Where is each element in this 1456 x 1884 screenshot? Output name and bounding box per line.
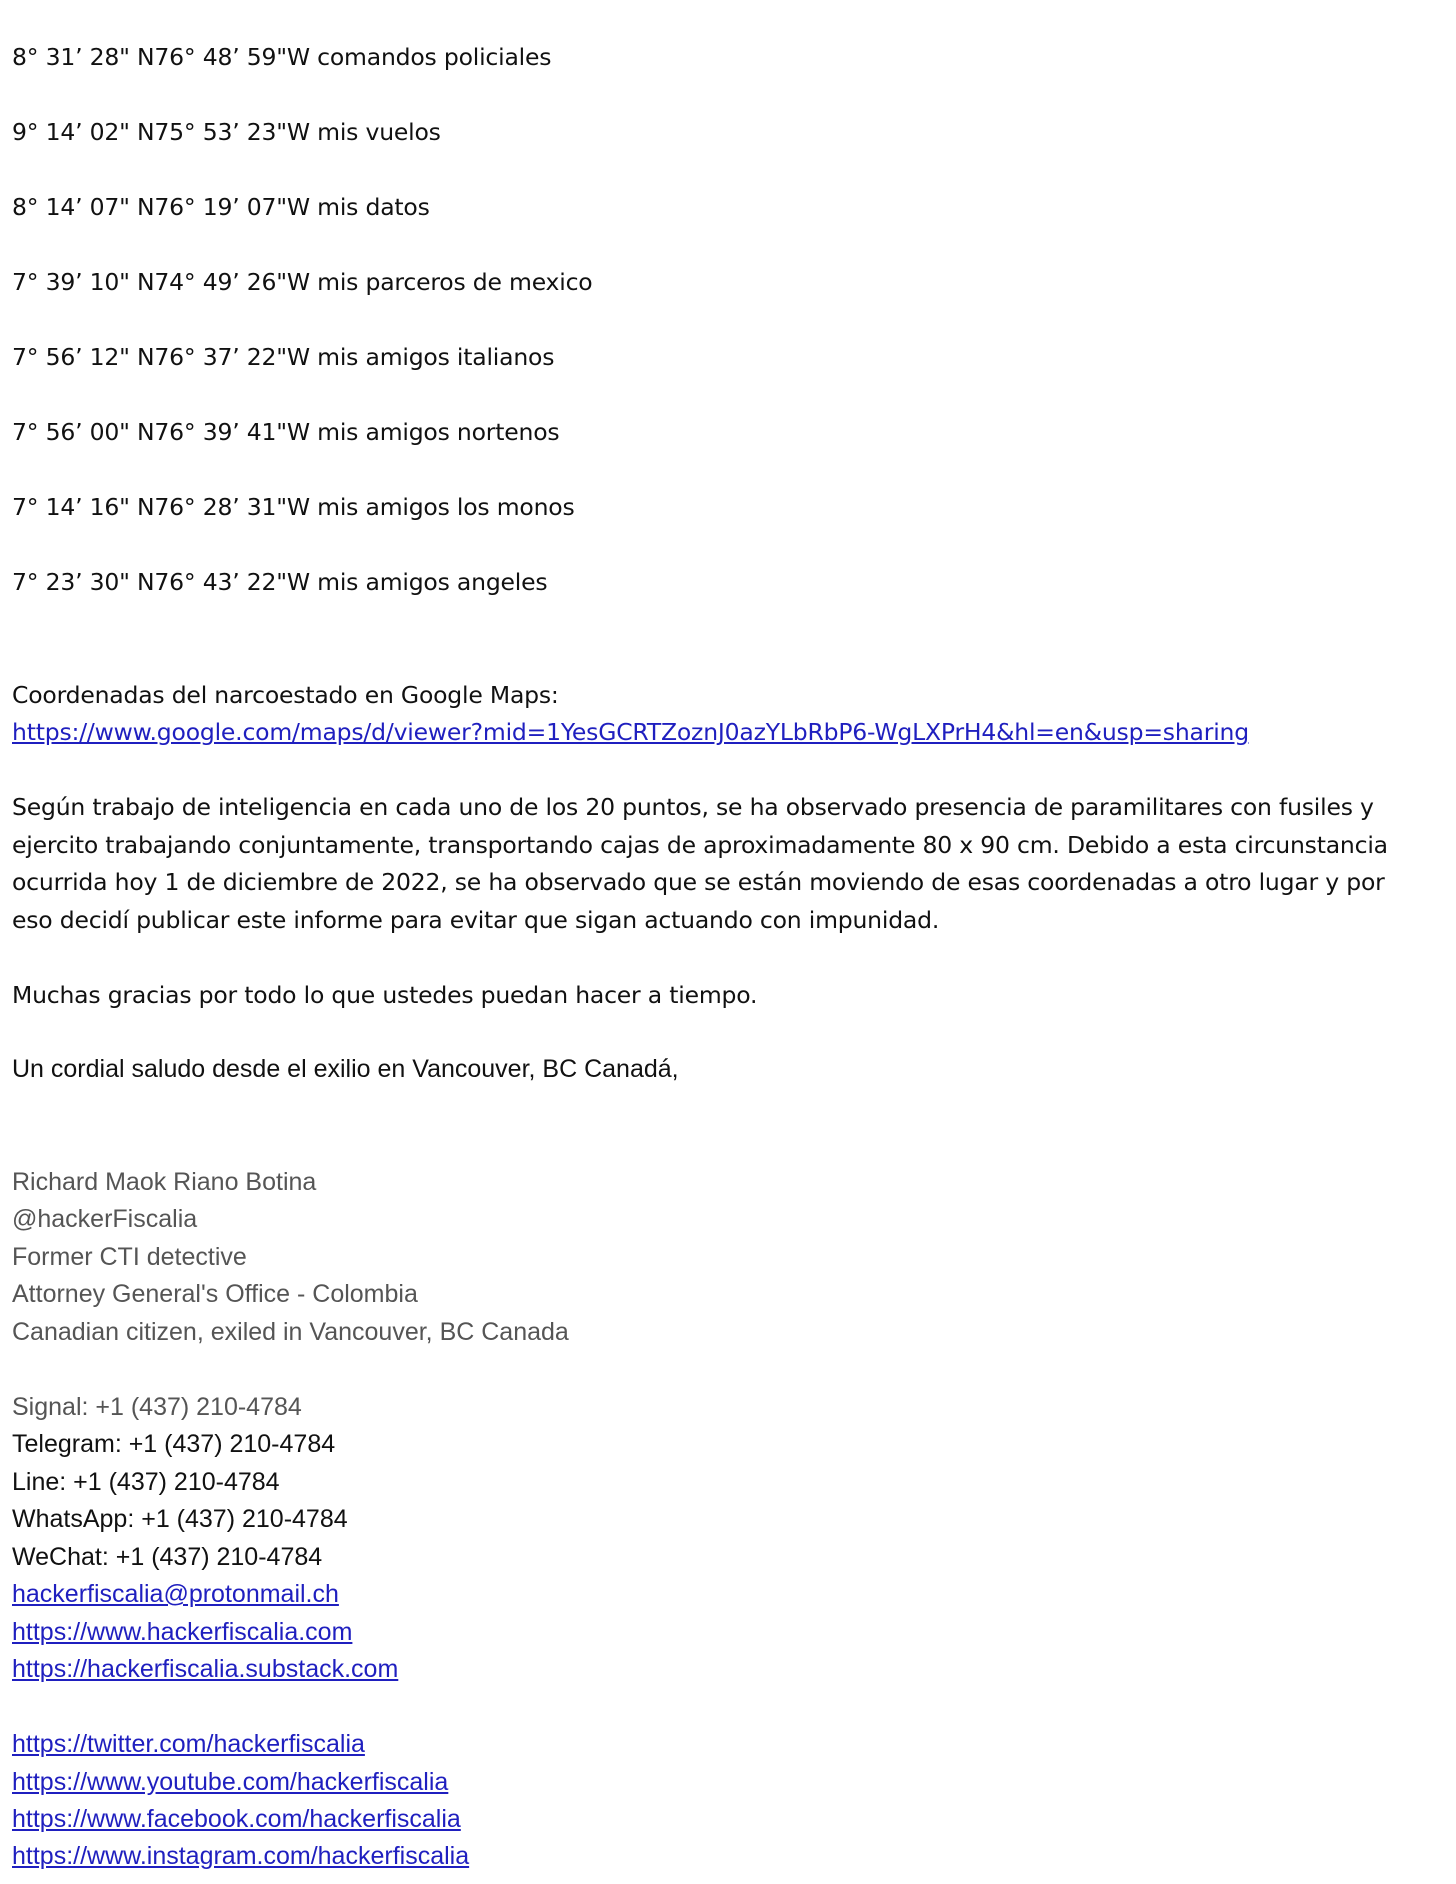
website-link[interactable]: https://www.hackerfiscalia.com bbox=[12, 1618, 353, 1646]
maps-label: Coordenadas del narcoestado en Google Maps: bbox=[12, 681, 559, 709]
website-line bbox=[12, 1614, 352, 1650]
contact-line: Line: +1 (437) 210-4784 bbox=[12, 1468, 280, 1496]
coordinate-line: 7° 56’ 12" N76° 37’ 22"W mis amigos italianos bbox=[12, 343, 555, 371]
contact-telegram: Telegram: +1 (437) 210-4784 bbox=[12, 1430, 336, 1458]
contact-signal: Signal: +1 (437) 210-4784 bbox=[12, 1393, 302, 1421]
twitter-line bbox=[12, 1726, 365, 1762]
instagram-line bbox=[12, 1838, 469, 1874]
coordinate-line: 8° 14’ 07" N76° 19’ 07"W mis datos bbox=[12, 193, 430, 221]
signature-citizenship: Canadian citizen, exiled in Vancouver, BC Canada bbox=[12, 1318, 569, 1346]
signature-role: Former CTI detective bbox=[12, 1243, 247, 1271]
maps-link-line bbox=[12, 714, 1249, 750]
coordinate-line: 7° 56’ 00" N76° 39’ 41"W mis amigos nortenos bbox=[12, 418, 560, 446]
report-paragraph: Según trabajo de inteligencia en cada uno de los 20 puntos, se ha observado presencia de paramilitares con fusiles y ejercito trabajando conjuntamente, transportando cajas de aproximadamente 80 x 90 cm. Debido a esta circunstancia ocurrida hoy 1 de diciembre de 2022, se ha observado que se están moviendo de esas coordenadas a otro lugar y por eso decidí publicar este informe para evitar que sigan actuando con impunidad. bbox=[12, 793, 1388, 934]
coordinate-line: 7° 39’ 10" N74° 49’ 26"W mis parceros de mexico bbox=[12, 268, 593, 296]
youtube-line bbox=[12, 1764, 448, 1800]
signature-name: Richard Maok Riano Botina bbox=[12, 1168, 317, 1196]
coordinate-line: 9° 14’ 02" N75° 53’ 23"W mis vuelos bbox=[12, 118, 441, 146]
facebook-line bbox=[12, 1801, 461, 1837]
twitter-link[interactable]: https://twitter.com/hackerfiscalia bbox=[12, 1730, 365, 1758]
closing-line: Un cordial saludo desde el exilio en Vancouver, BC Canadá, bbox=[12, 1055, 679, 1083]
contact-whatsapp: WhatsApp: +1 (437) 210-4784 bbox=[12, 1505, 348, 1533]
thanks-line: Muchas gracias por todo lo que ustedes puedan hacer a tiempo. bbox=[12, 981, 758, 1009]
coordinate-line: 8° 31’ 28" N76° 48’ 59"W comandos policiales bbox=[12, 43, 552, 71]
google-maps-link[interactable]: https://www.google.com/maps/d/viewer?mid=1YesGCRTZoznJ0azYLbRbP6-WgLXPrH4&hl=en&usp=sharing bbox=[12, 718, 1249, 746]
instagram-link[interactable]: https://www.instagram.com/hackerfiscalia bbox=[12, 1842, 470, 1870]
youtube-link[interactable]: https://www.youtube.com/hackerfiscalia bbox=[12, 1768, 449, 1796]
facebook-link[interactable]: https://www.facebook.com/hackerfiscalia bbox=[12, 1805, 461, 1833]
substack-line bbox=[12, 1651, 398, 1687]
coordinate-line: 7° 23’ 30" N76° 43’ 22"W mis amigos angeles bbox=[12, 568, 548, 596]
contact-wechat: WeChat: +1 (437) 210-4784 bbox=[12, 1543, 323, 1571]
email-line bbox=[12, 1576, 339, 1612]
substack-link[interactable]: https://hackerfiscalia.substack.com bbox=[12, 1655, 399, 1683]
email-link[interactable]: hackerfiscalia@protonmail.ch bbox=[12, 1580, 339, 1608]
signature-handle: @hackerFiscalia bbox=[12, 1205, 198, 1233]
coordinate-line: 7° 14’ 16" N76° 28’ 31"W mis amigos los monos bbox=[12, 493, 575, 521]
signature-office: Attorney General's Office - Colombia bbox=[12, 1280, 418, 1308]
